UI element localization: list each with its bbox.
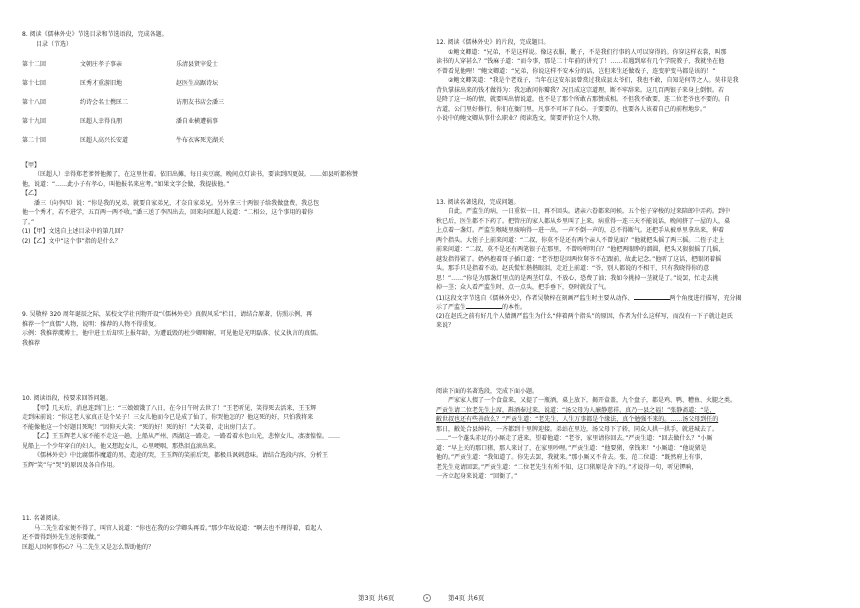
answer-blank[interactable] [634,293,670,300]
toc-chapter: 第二十回 [22,136,47,144]
toc-list [22,60,434,146]
left-page [22,0,434,552]
q12-p1: ①鲍文卿道：“兄弟，不是这样说。像这衣服，靴子，不是我们行事的人可以穿得的。你穿这样衣裳，叫那 读书的人穿甚么？”钱麻子道：“而今事，那是二十年前的讲究了！……若遇到席有几个学院教子，我就坐在他 不曾看见他哩！”鲍文卿道：“兄弟，你说这样不安本分的话，岂但来生还做戏子，连变驴变马都是该的！” [436,48,727,75]
toc-title-a: 匡超人幸得良朋 [80,117,123,125]
toc-title-a: 匡超人高兴长安道 [80,136,129,144]
q8-yi-label: 【乙】 [22,190,41,197]
toc-chapter: 第十九回 [22,117,47,125]
toc-title-b: 赵医生高踞诗坛 [176,79,219,87]
q12-title: 12. 阅读《儒林外史》的片段，完成题目。 [436,39,550,46]
toc-row [22,60,434,70]
q10-question: 《儒林外史》中比腐儒作魔道的男，造途的哭，王玉辉的笑前后哭，都极具讽刺意味。请结合选段内容，分析王 玉辉“笑”与“哭”的原因及各自作用。 [22,452,329,469]
q13-text: 自此，严监生的病，一日重似一日，再不回头。诸亲六眷都来问候。五个侄子穿梭的过来陪郎中弄药。到中 秋已后，医生都不下药了。把管庄的家人都从乡里叫了上来。病重得一连三天不能说话，晚间挤了一屋的人，桌 上点着一盏灯。严监生喉咙里痰响得一进一出，一声不倒一声的，总不得断气。还把手从被单里拿出来，伸着 两个指头。大侄子上前来问道：“二叔，你莫不是还有两个亲人不曾见面？”他就把头摇了两三摇。二侄子走上 前来问道：“二叔，莫不是还有两笔银子在那里，不曾吩咐明白？”他把两眼睁的溜圆，把头又狠狠摇了几摇， 越发指得紧了。奶妈抱着哥子插口道：“老爷想是因两位舅爷不在跟前，故此记念。”他听了这话，把眼闭着摇 头。那手只是指着不动。赵氏慌忙揩揩眼泪，走近上前道：“爷，别人都说的不相干，只有我晓得你的意 思！”……“你是为那盏灯里点的是两茎灯草，不放心，恐费了油；我如今挑掉一茎就是了。”说罢，忙走去挑 掉一茎；众人看严监生时，点一点头，把手垂下，登时就没了气。 [436,208,731,291]
binding-circle-icon [423,594,431,602]
q10-yi: 【乙】王玉辉老人家不能不走这一趟，上船从严州、西湖这一路走。一路看着水色山光，悲悼女儿，凄凄惶惶。…… 见船上一个少年穿白的妇人，他又想起女儿，心里哽咽，那热泪直滚出来。 [22,433,341,450]
q13-sub1-cont: 示了严监生 的本性。 [436,304,527,311]
answer-blank[interactable] [466,302,502,309]
q11-text: 马二先生看家便不得了，叫官人说道：“你也在我的公学卿头再看。”那少年故说道：“啊去也不理得着，看起人 还不曾得到外先生送你要做。” 匡超人因何事伤心？马二先生又是怎么帮助他的？ [22,524,323,551]
q10-title: 10. 阅读语段，按要求回答问题。 [22,395,112,402]
toc-title-a: 文朝庄孝子事亲 [80,60,123,68]
toc-heading: 目录（节选） [36,40,73,48]
q13-sub1: (1)这段文字节选自《儒林外史》，作者吴敬梓在刻画严监生时主要从动作、 两个角度进行描写，充分揭 [436,294,742,302]
right-page [436,0,848,482]
q8-jia-label: 【甲】 [22,161,41,169]
q14-title: 阅读下面的名著选段，完成下面小题。 [436,387,539,395]
q13-title: 13. 阅读名著选段，完成问题。 [436,198,520,206]
toc-row [22,98,434,108]
page-number-right: 第4页 共6页 [448,594,485,602]
toc-title-b: 乐清县贤宰爱士 [176,60,219,68]
toc-title-a: 匡秀才重游旧地 [80,79,123,87]
toc-chapter: 第十二回 [22,60,47,68]
toc-chapter: 第十七回 [22,79,47,87]
q8-title: 8. 阅读《儒林外史》节选目录和节选语段，完成各题。 [22,31,168,38]
q13-sub2: (2)在赵氏之前有好几个人猜测严监生为什么“伸着两个指头”的原因，作者为什么这样写，而没有一下子就让赵氏 来说？ [436,312,733,329]
q8-yi-text: 潘三（向李四）说：“你是我的兄弟，就要自家弟兄，才奈自家弟兄。另外拿三十两银子给我做盘费，我总包 他一个秀才，若不进学，五百两一两不收。”潘三送了李四出去，回来向匡超人说道：“二相公，这个事用的着你 了。” [22,199,320,226]
q8-sub2: (2)【乙】文中“这个事”指的是什么？ [22,237,121,245]
toc-title-b: 潘自业横遭祸事 [176,117,219,125]
q10-jia: 【甲】几天后，消息连到门上：“三娘娘饿了八日，在今日午时去世了！”王老听见，笑得死去活来，王玉辉 走到床前说：“你这老人家真正是个呆子！三女儿他而今已是成了仙了，你哭他怎的？他这死的好，只怕我将来 不能像他这一个好题目死呢！”因仰天大笑：“死的好！死的好！”大笑着，走出房门去了。 [22,404,317,431]
toc-chapter: 第十八回 [22,98,47,106]
q12-question: 小说中的鲍文卿从事什么职业？阅读选文，简要评价这个人物。 [436,115,605,122]
toc-row [22,117,434,127]
toc-title-b: 访朋友书店会潘三 [176,98,225,106]
q8-sub1: (1)【甲】文选自上述目录中的第几回？ [22,228,127,235]
toc-row [22,79,434,89]
page-number-left: 第3页 共6页 [358,594,395,602]
q8-jia-text: （匡超人）幸得郑老爹替他搬了，在这里住着。依旧出摊，每日卖豆腐，晚间点灯读书，要读到四更鼓。……如县听都称赞 他，说道：“……此小子有孝心，叫他报名来应考。”如果文字会做，我提拔他。” [22,171,359,188]
toc-title-a: 约诗会名士携匡二 [80,98,129,106]
q12-p2: ②鲍文卿笑道：“我是个老戏子，当年在这安东县曾赏过我成县太爷们，我也不敢，自知是何等之人。莫非是我 背负掌抹出来的钱才做得为：我怎敢问你瓣我？况且成这宗道理，断不牢辞来。这几百两银子来身上倒恨。若 是降了这一场的情，就要叫出情说道，也不是了那个所敢占那赞成相。不但我不敢要，连二位老爷也不要的。自 古道，公门里好修行，你们在衙门里，凡事不可坏了良心。于要要的，也要各人该着自己的前程地步。” [436,77,739,113]
q9: 9. 吴敬梓 320 周年诞辰之际，某校文学社刊物开设“《儒林外史》真假风采”栏目，请结合原著，仿照示例，再 推荐一个“真儒”人物，说明：推荐的人物不得重复。 示例：我推荐虞博士，他中进士后却实上报年龄，为遭诋毁的杜少卿辩解，可见他是光明磊落、仗义执言的真儒。 我推荐 [22,311,323,347]
toc-title-b: 牛布衣客死芜湖关 [176,136,225,144]
q14-text: 严家家人掇了一个食盒来，又提了一瓶酒，桌上放下，揭开盒盖，九个盘子，都是鸡、鸭、糟鱼、火腿之类。 严贡生请二位老先生上席，斟酒奉过来，说道：“汤父母为人廉静慈祥，真乃一县之福！”张静斋道：“是， 敝世叔也还有些善政么？”严贡生道：“老先生，人生万事都是个缘法，真个勉强不来的。……汤父母到任的 那日，敝处合县绅衿，一齐都到十里牌迎接。弟站在里边，汤父母下了轿，同众人拱一拱手，就进城去了。 ……”一个蓬头赤足的小厮走了进来，望着他道：“老爷，家里请你回去。”严贡生道：“回去做什么？”小厮 道：“早上关的那口猪，那人来讨了，在家里吵哩。”严贡生道：“他要猪，拿钱来！”小厮道：“他说猪是 他的。”严贡生道：“我知道了。你先去罢，我就来。”那小厮又不肯去。张、范二位道：“既然府上有事， 老先生竟请回罢。”严贡生道：“二位老先生有所不知，这口猪原是舍下的。”才说得一句，听见锣响， 一齐立起身来说道：“回衙了。” [436,397,737,480]
q11-title: 11. 名著阅读。 [22,515,64,522]
toc-row [22,136,434,146]
